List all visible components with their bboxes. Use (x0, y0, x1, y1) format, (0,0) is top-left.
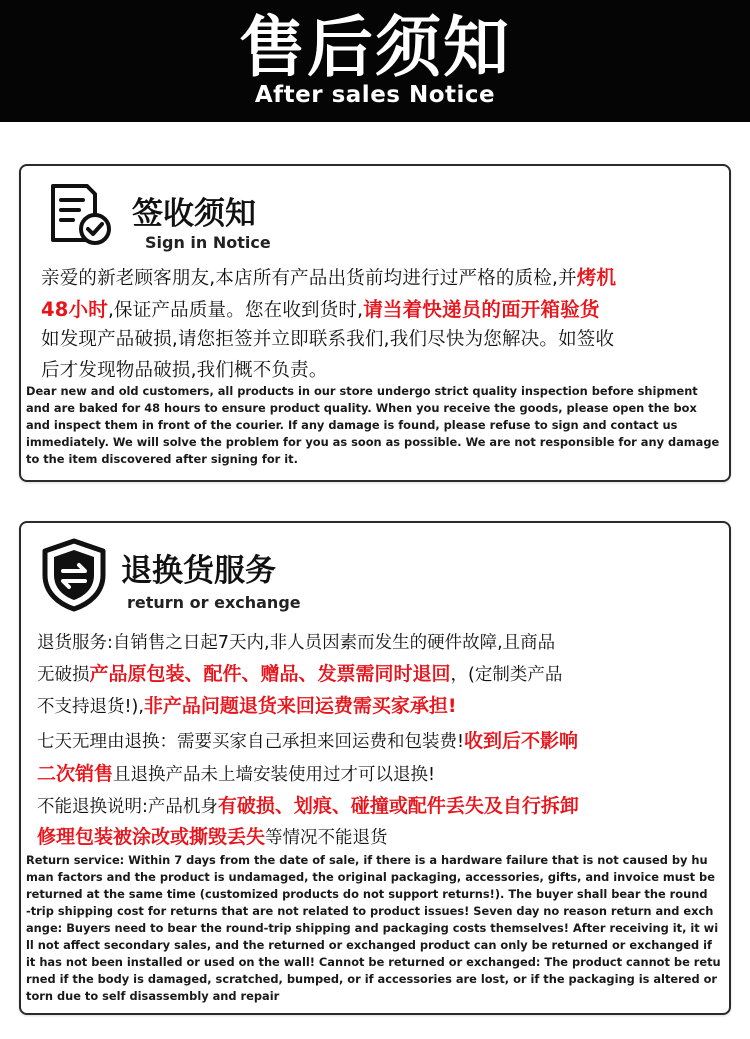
return-title: 退换货服务 (121, 553, 276, 589)
return-line-1: 退货服务:自销售之日起7天内,非人员因素而发生的硬件故障,且商品 (37, 633, 556, 653)
sign-in-english-text: Dear new and old customers, all products in our store undergo strict quality inspection before shipment and are baked for 48 hours to ensure product quality. When you receive the goods, please open the box and inspect them in front of the courier. If any damage is found, please refuse to sign and contact us immediately. We will solve the problem for you as soon as possible. We are not responsible for any damage to the item discovered after signing for it. (26, 384, 720, 466)
sign-in-line-4: 后才发现物品破损,我们概不负责。 (41, 360, 328, 381)
sign-in-notice-card (19, 164, 731, 482)
return-line-2: 无破损产品原包装、配件、赠品、发票需同时退回，(定制类产品 (37, 663, 563, 685)
page-subtitle: After sales Notice (254, 82, 496, 108)
page-title: 售后须知 (239, 9, 511, 86)
return-exchange-card (19, 521, 731, 1015)
sign-in-line-1: 亲爱的新老顾客朋友,本店所有产品出货前均进行过严格的质检,并烤机 (41, 266, 617, 289)
sign-in-line-2: 48小时,保证产品质量。您在收到货时,请当着快递员的面开箱验货 (41, 298, 600, 321)
return-line-5: 二次销售且退换产品未上墙安装使用过才可以退换! (37, 763, 436, 785)
return-subtitle: return or exchange (127, 593, 301, 612)
return-line-3: 不支持退货!),非产品问题退货来回运费需买家承担! (37, 695, 457, 717)
return-line-6: 不能退换说明:产品机身有破损、划痕、碰撞或配件丢失及自行拆卸 (37, 795, 579, 817)
header-banner (0, 0, 750, 122)
return-english-text: Return service: Within 7 days from the date of sale, if there is a hardware failure that is not caused by hu man factors and the product is undamaged, the original packaging, accessories, gifts, and invoice must be returned at the same time (customized products do not support returns!). The buyer shall bear the round -trip shipping cost for returns that are not related to product issues! Seven day no reason return and exch ange: Buyers need to bear the round-trip shipping and packaging costs themselves! After receiving it, it wi ll not affect secondary sales, and the returned or exchanged product can only be returned or exchanged if it has not been installed or used on the wall! Cannot be returned or exchanged: The product cannot be retu rned if the body is damaged, scratched, bumped, or if accessories are lost, or if the packaging is altered or torn due to self disassembly and repair (26, 853, 721, 1003)
sign-in-title: 签收须知 (132, 196, 256, 232)
return-line-7: 修理包装被涂改或撕毁丢失等情况不能退货 (37, 826, 388, 848)
return-line-4: 七天无理由退换：需要买家自己承担来回运费和包装费!收到后不影响 (37, 730, 579, 752)
checklist-doc-icon (47, 182, 113, 248)
shield-exchange-icon (39, 537, 109, 613)
sign-in-subtitle: Sign in Notice (145, 233, 271, 252)
sign-in-line-3: 如发现产品破损,请您拒签并立即联系我们,我们尽快为您解决。如签收 (41, 329, 615, 350)
